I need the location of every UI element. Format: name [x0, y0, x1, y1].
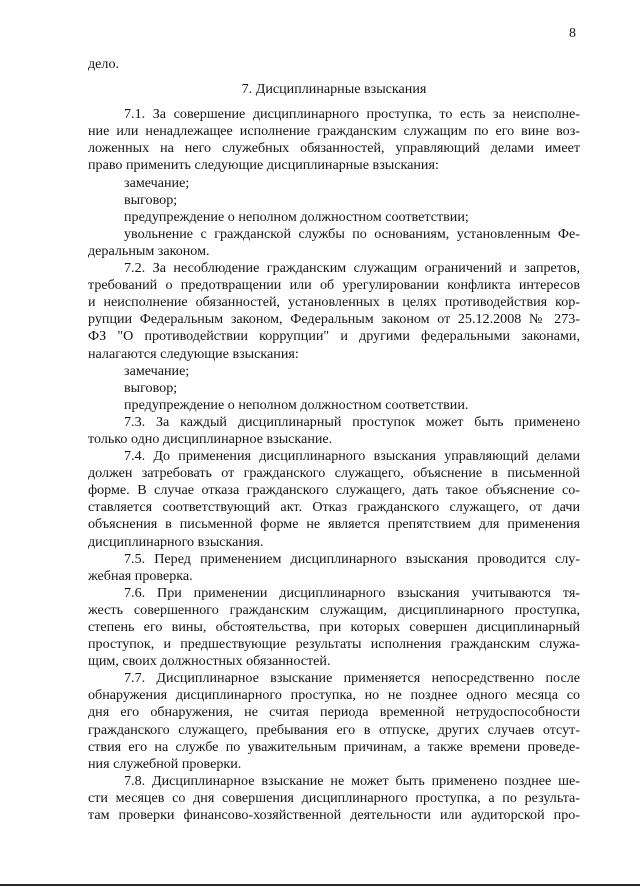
text-line: 7.7. Дисциплинарное взыскание применяется непосредственно после — [124, 670, 580, 687]
text-line: сти месяцев со дня совершения дисциплинарного проступка, а по результа- — [88, 789, 580, 806]
text-line: там проверки финансово-хозяйственной деятельности или аудиторской про- — [88, 807, 580, 824]
text-line: гражданского служащего, пребывания его в отпуске, других случаев отсут- — [88, 721, 580, 738]
text-line: щим, своих должностных обязанностей. — [88, 653, 331, 670]
text-line: 7.4. До применения дисциплинарного взыскания управляющий делами — [124, 448, 580, 465]
list-item: предупреждение о неполном должностном соответствии; — [124, 208, 469, 225]
text-line: ставляется соответствующий акт. Отказ гражданского служащего, от дачи — [88, 499, 580, 516]
list-item: выговор; — [124, 191, 178, 208]
text-line: жесть совершенного гражданским служащим, дисциплинарного проступка, — [88, 601, 580, 618]
text-line: жебная проверка. — [88, 567, 193, 584]
text-line: налагаются следующие взыскания: — [88, 345, 299, 362]
text-line: 7.1. За совершение дисциплинарного проступка, то есть за неисполне- — [124, 106, 580, 123]
text-line: должен затребовать от гражданского служащего, объяснение в письменной — [88, 465, 580, 482]
text-line: 7.6. При применении дисциплинарного взыскания учитываются тя- — [124, 584, 580, 601]
list-item: замечание; — [124, 362, 190, 379]
text-line: дело. — [88, 56, 120, 72]
text-line: форме. В случае отказа гражданского служащего, дать такое объяснение со- — [88, 482, 580, 499]
text-line: требований о предотвращении или об урегулировании конфликта интересов — [88, 277, 580, 294]
text-line: дня его обнаружения, не считая периода временной нетрудоспособности — [88, 704, 580, 721]
list-item: увольнение с гражданской службы по основаниям, установленным Фе- — [124, 225, 580, 242]
text-line: степень его вины, обстоятельства, при которых совершен дисциплинарный — [88, 619, 580, 635]
text-line: рупции Федеральным законом, Федеральным законом от 25.12.2008 № 273- — [88, 311, 580, 328]
text-line: 7.8. Дисциплинарное взыскание не может быть применено позднее ше- — [124, 772, 580, 789]
text-line: и неисполнение обязанностей, установленных в целях противодействия кор- — [88, 294, 580, 311]
page-number: 8 — [569, 26, 576, 41]
text-line: ложенных на него служебных обязанностей, управляющий делами имеет — [88, 140, 580, 157]
list-item: замечание; — [124, 174, 190, 191]
text-line: проступок, и предшествующие результаты исполнения гражданским служа- — [88, 636, 580, 653]
text-line: право применить следующие дисциплинарные взыскания: — [88, 157, 439, 174]
bottom-border-line — [0, 884, 640, 886]
text-line: ствия его на службе по уважительным причинам, а также времени проведе- — [88, 738, 580, 755]
text-line: обнаружения дисциплинарного проступка, но не позднее одного месяца со — [88, 687, 580, 704]
text-line: 7.2. За несоблюдение гражданским служащим ограничений и запретов, — [124, 260, 580, 277]
document-body — [88, 56, 580, 824]
list-item: выговор; — [124, 379, 178, 396]
text-line: ние или ненадлежащее исполнение гражданским служащим по его вине воз- — [88, 123, 580, 140]
text-line: ФЗ "О противодействии коррупции" и другими федеральными законами, — [88, 328, 580, 345]
list-item: предупреждение о неполном должностном соответствии. — [124, 396, 469, 413]
text-line: 7.5. Перед применением дисциплинарного взыскания проводится слу- — [124, 550, 580, 567]
text-line: дисциплинарного взыскания. — [88, 533, 264, 550]
section-heading: 7. Дисциплинарные взыскания — [241, 81, 427, 98]
text-line: объяснения в письменной форме не является препятствием для применения — [88, 516, 580, 533]
text-line: 7.3. За каждый дисциплинарный проступок может быть применено — [124, 413, 580, 430]
text-line: деральным законом. — [88, 242, 210, 259]
text-line: только одно дисциплинарное взыскание. — [88, 430, 333, 447]
text-line: ния служебной проверки. — [88, 755, 242, 772]
